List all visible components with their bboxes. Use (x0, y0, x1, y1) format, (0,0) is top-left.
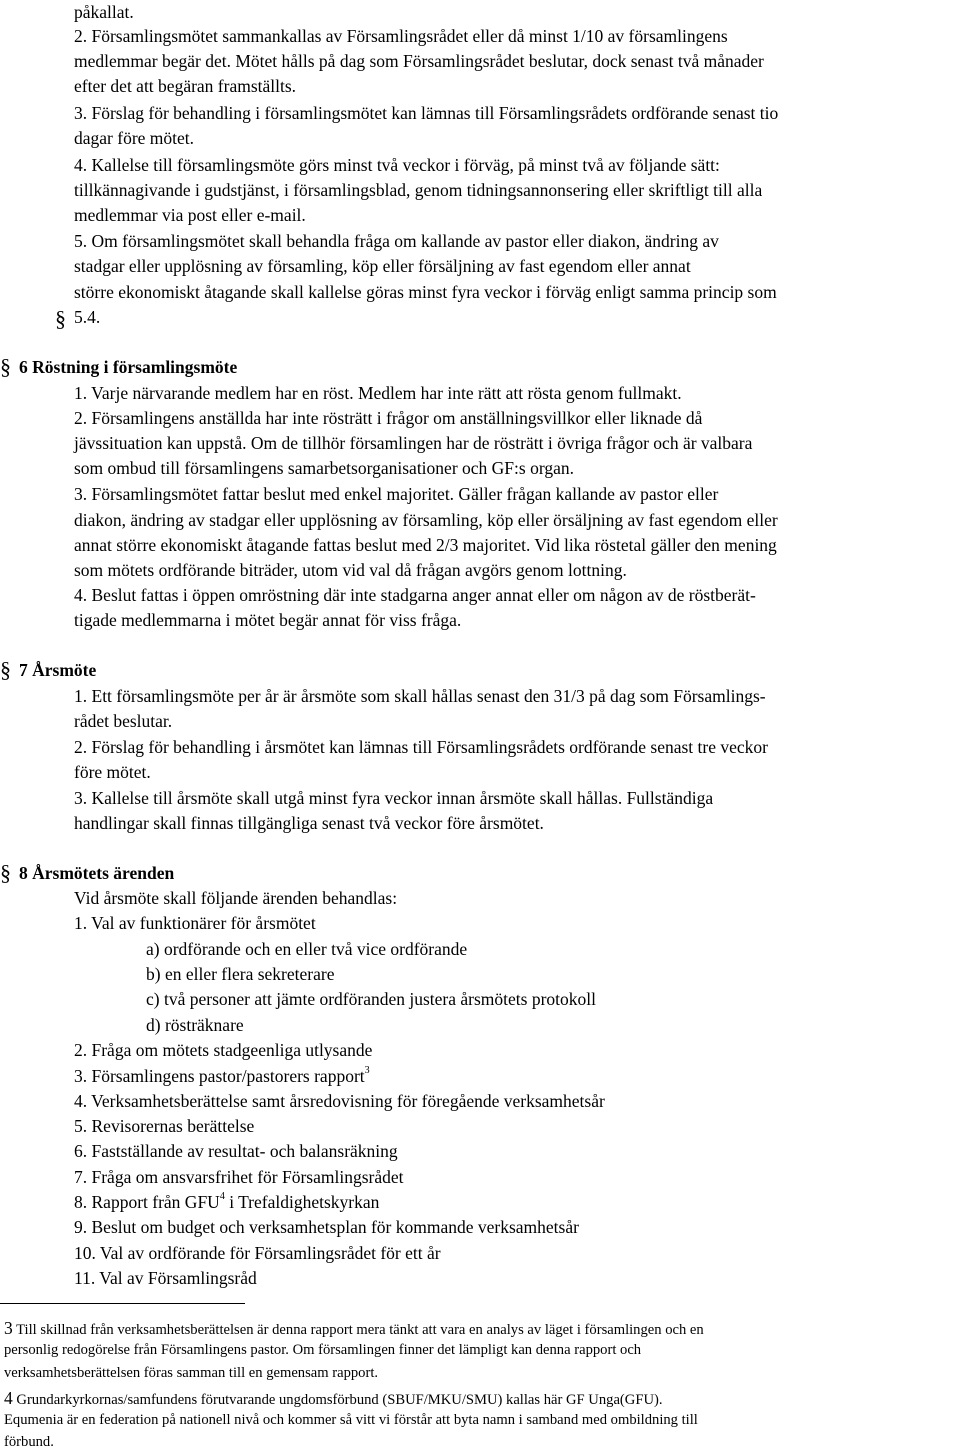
list-subitem: b) en eller flera sekreterare (146, 964, 335, 984)
list-item: 7. Fråga om ansvarsfrihet för Församlingsrådet (74, 1167, 404, 1187)
body-text-line: 3. Församlingsmötet fattar beslut med enkel majoritet. Gäller frågan kallande av pastor eller (74, 484, 719, 504)
list-item: 10. Val av ordförande för Församlingsrådet för ett år (74, 1243, 441, 1263)
list-item (74, 1191, 380, 1212)
footnote-3 (4, 1320, 704, 1338)
body-text-line: 1. Varje närvarande medlem har en röst. Medlem har inte rätt att rösta genom fullmakt. (74, 383, 682, 403)
list-item: 5. Revisorernas berättelse (74, 1116, 255, 1136)
body-text-line: annat större ekonomiskt åtagande fattas beslut med 2/3 majoritet. Vid lika röstetal gäller den mening (74, 535, 777, 555)
body-text-line: medlemmar via post eller e-mail. (74, 205, 306, 225)
footnote-text: Grundarkyrkornas/samfundens förutvarande ungdomsförbund (SBUF/MKU/SMU) kallas här GF Unga(GFU). (12, 1392, 663, 1408)
list-item: 6. Fastställande av resultat- och balansräkning (74, 1141, 398, 1161)
list-subitem: a) ordförande och en eller två vice ordförande (146, 939, 468, 959)
body-text-line: 3. Förslag för behandling i församlingsmötet kan lämnas till Församlingsrådets ordförande senast tio (74, 103, 779, 123)
body-text-line: 1. Ett församlingsmöte per år är årsmöte som skall hållas senast den 31/3 på dag som Församlings- (74, 686, 766, 706)
list-subitem: d) rösträknare (146, 1015, 244, 1035)
list-item: 11. Val av Församlingsråd (74, 1268, 257, 1288)
footnote-text: verksamhetsberättelsen föras samman till en gemensam rapport. (4, 1365, 379, 1381)
footnote-text: Equmenia är en federation på nationell nivå och kommer så vitt vi förstår att byta namn i samband med ombildning till (4, 1412, 698, 1428)
list-item: 4. Verksamhetsberättelse samt årsredovisning för föregående verksamhetsår (74, 1091, 605, 1111)
footnote-4 (4, 1390, 663, 1408)
body-text-line: tillkännagivande i gudstjänst, i församlingsblad, genom tidningsannonsering eller skriftligt till alla (74, 180, 763, 200)
section-mark: § (0, 860, 11, 885)
body-text-line: handlingar skall finnas tillgängliga senast två veckor före årsmötet. (74, 813, 544, 833)
list-item: 1. Val av funktionärer för årsmötet (74, 913, 316, 933)
body-text-line: tigade medlemmarna i mötet begär annat för viss fråga. (74, 610, 462, 630)
body-text-line: medlemmar begär det. Mötet hålls på dag som Församlingsrådet beslutar, dock senast två månader (74, 51, 764, 71)
body-text-line: stadgar eller upplösning av församling, köp eller försäljning av fast egendom eller annat (74, 256, 691, 276)
body-text-line: 5.4. (74, 307, 101, 327)
footnote-separator (0, 1303, 245, 1304)
body-text-line: 5. Om församlingsmötet skall behandla fråga om kallande av pastor eller diakon, ändring av (74, 231, 719, 251)
footnote-number: 4 (4, 1388, 13, 1408)
footnote-number: 3 (4, 1318, 13, 1338)
body-text-line: påkallat. (74, 2, 134, 22)
footnote-text: Till skillnad från verksamhetsberättelsen är denna rapport mera tänkt att vara en analys av läget i församlingen och en (12, 1322, 704, 1338)
body-text-line: som ombud till församlingens samarbetsorganisationer och GF:s organ. (74, 458, 574, 478)
list-subitem: c) två personer att jämte ordföranden justera årsmötets protokoll (146, 989, 596, 1009)
body-text-line: diakon, ändring av stadgar eller upplösning av församling, köp eller örsäljning av fast egendom eller (74, 510, 778, 530)
list-item-text: 8. Rapport från GFU (74, 1192, 220, 1212)
body-text-line: 2. Förslag för behandling i årsmötet kan lämnas till Församlingsrådets ordförande senast tre veckor (74, 737, 768, 757)
list-item (74, 1065, 370, 1086)
body-text-line: efter det att begäran framställts. (74, 76, 297, 96)
body-text-line: 4. Beslut fattas i öppen omröstning där inte stadgarna anger annat eller om någon av de röstberät- (74, 585, 756, 605)
section-mark: § (55, 306, 66, 331)
list-item: 2. Fråga om mötets stadgeenliga utlysande (74, 1040, 373, 1060)
footnote-text: förbund. (4, 1434, 54, 1450)
list-item-text: 3. Församlingens pastor/pastorers rapport (74, 1066, 365, 1086)
section-mark: § (0, 354, 11, 379)
body-text-line: jävssituation kan uppstå. Om de tillhör församlingen har de rösträtt i övriga frågor och är valbara (74, 433, 753, 453)
body-text-line: 2. Församlingsmötet sammankallas av Församlingsrådet eller då minst 1/10 av församlingens (74, 26, 728, 46)
body-text-line: 2. Församlingens anställda har inte rösträtt i frågor om anställningsvillkor eller liknade då (74, 408, 703, 428)
body-text-line: 3. Kallelse till årsmöte skall utgå minst fyra veckor innan årsmöte skall hållas. Fullständiga (74, 788, 714, 808)
footnote-text: personlig redogörelse från Församlingens pastor. Om församlingen finner det lämpligt kan denna rapport och (4, 1342, 642, 1358)
body-text-line: dagar före mötet. (74, 128, 195, 148)
section-heading-7: 7 Årsmöte (19, 660, 97, 680)
footnote-ref: 4 (219, 1191, 225, 1202)
body-text-line: 4. Kallelse till församlingsmöte görs minst två veckor i förväg, på minst två av följande sätt: (74, 155, 720, 175)
list-item: 9. Beslut om budget och verksamhetsplan för kommande verksamhetsår (74, 1217, 579, 1237)
footnote-ref: 3 (364, 1065, 370, 1076)
section-mark: § (0, 657, 11, 682)
body-text-line: före mötet. (74, 762, 151, 782)
body-text-line: större ekonomiskt åtagande skall kallelse göras minst fyra veckor i förväg enligt samma princip som (74, 282, 777, 302)
section-heading-6: 6 Röstning i församlingsmöte (19, 357, 238, 377)
section-heading-8: 8 Årsmötets ärenden (19, 863, 175, 883)
body-text-line: som mötets ordförande biträder, utom vid val då frågan avgörs genom lottning. (74, 560, 627, 580)
list-item-text: i Trefaldighetskyrkan (224, 1192, 380, 1212)
body-text-line: Vid årsmöte skall följande ärenden behandlas: (74, 888, 398, 908)
body-text-line: rådet beslutar. (74, 711, 173, 731)
